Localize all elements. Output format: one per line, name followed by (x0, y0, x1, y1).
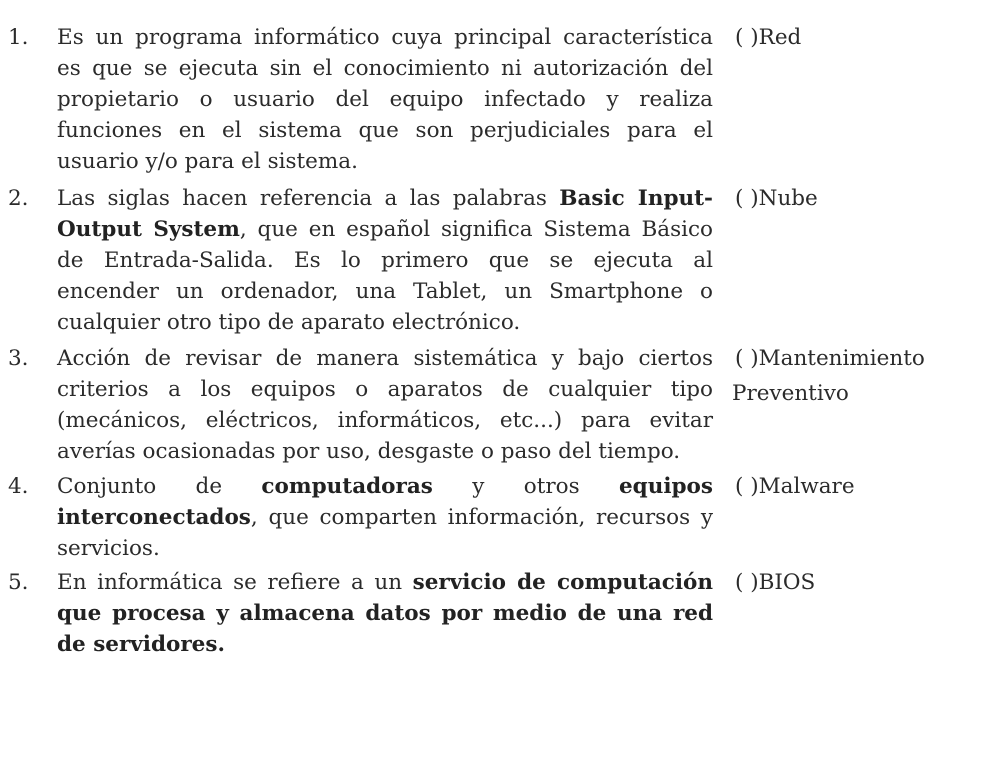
item-number: 5. (8, 570, 29, 595)
item-definition (57, 22, 713, 177)
option-label: Malware (758, 474, 855, 499)
answer-option (735, 567, 997, 598)
definition-bold-text: servicio de computación que procesa y almacena datos por medio de una red de servidores. (57, 570, 713, 657)
option-label: Red (758, 25, 802, 50)
answer-blank[interactable]: ( ) (735, 186, 759, 211)
option-label: Mantenimiento (758, 346, 925, 371)
item-number: 3. (8, 346, 29, 371)
item-number: 1. (8, 25, 29, 50)
definition-text: Es un programa informático cuya principal característica es que se ejecuta sin el conocimiento ni autorización del propietario o usuario del equipo infectado y realiza funciones en el sistema que son perjudiciales para el usuario y/o para el sistema. (57, 25, 713, 174)
answer-option (735, 471, 997, 502)
definition-bold-text: computadoras (261, 474, 433, 499)
item-number: 2. (8, 186, 29, 211)
answer-blank[interactable]: ( ) (735, 474, 759, 499)
item-definition (57, 471, 713, 564)
item-definition (57, 567, 713, 660)
answer-blank[interactable]: ( ) (735, 570, 759, 595)
definition-text: En informática se refiere a un (57, 570, 413, 595)
definition-text: Las siglas hacen referencia a las palabras (57, 186, 560, 211)
definition-bold-text: Basic Input-Output System (57, 186, 713, 242)
definition-text: y otros (432, 474, 619, 499)
answer-option (732, 343, 997, 409)
definition-text: , que comparten información, recursos y servicios. (57, 505, 713, 561)
option-label: BIOS (758, 570, 816, 595)
answer-blank[interactable]: ( ) (735, 346, 759, 371)
answer-blank[interactable]: ( ) (735, 25, 759, 50)
definition-bold-text: equipos interconectados (57, 474, 713, 530)
answer-option (735, 22, 997, 53)
answer-option (735, 183, 997, 214)
definition-text: Conjunto de (57, 474, 262, 499)
definition-text: Acción de revisar de manera sistemática y bajo ciertos criterios a los equipos o aparatos de cualquier tipo (mecánicos, eléctricos, informáticos, etc...) para evitar averías ocasionadas por uso, desgaste o paso del tiempo. (57, 346, 713, 464)
item-definition (57, 183, 713, 338)
item-number: 4. (8, 474, 29, 499)
item-definition (57, 343, 713, 467)
definition-text: , que en español significa Sistema Básico de Entrada-Salida. Es lo primero que se ejecuta al encender un ordenador, una Tablet, un Smartphone o cualquier otro tipo de aparato electrónico. (57, 217, 713, 335)
option-label-line2: Preventivo (732, 381, 849, 406)
option-label: Nube (758, 186, 818, 211)
